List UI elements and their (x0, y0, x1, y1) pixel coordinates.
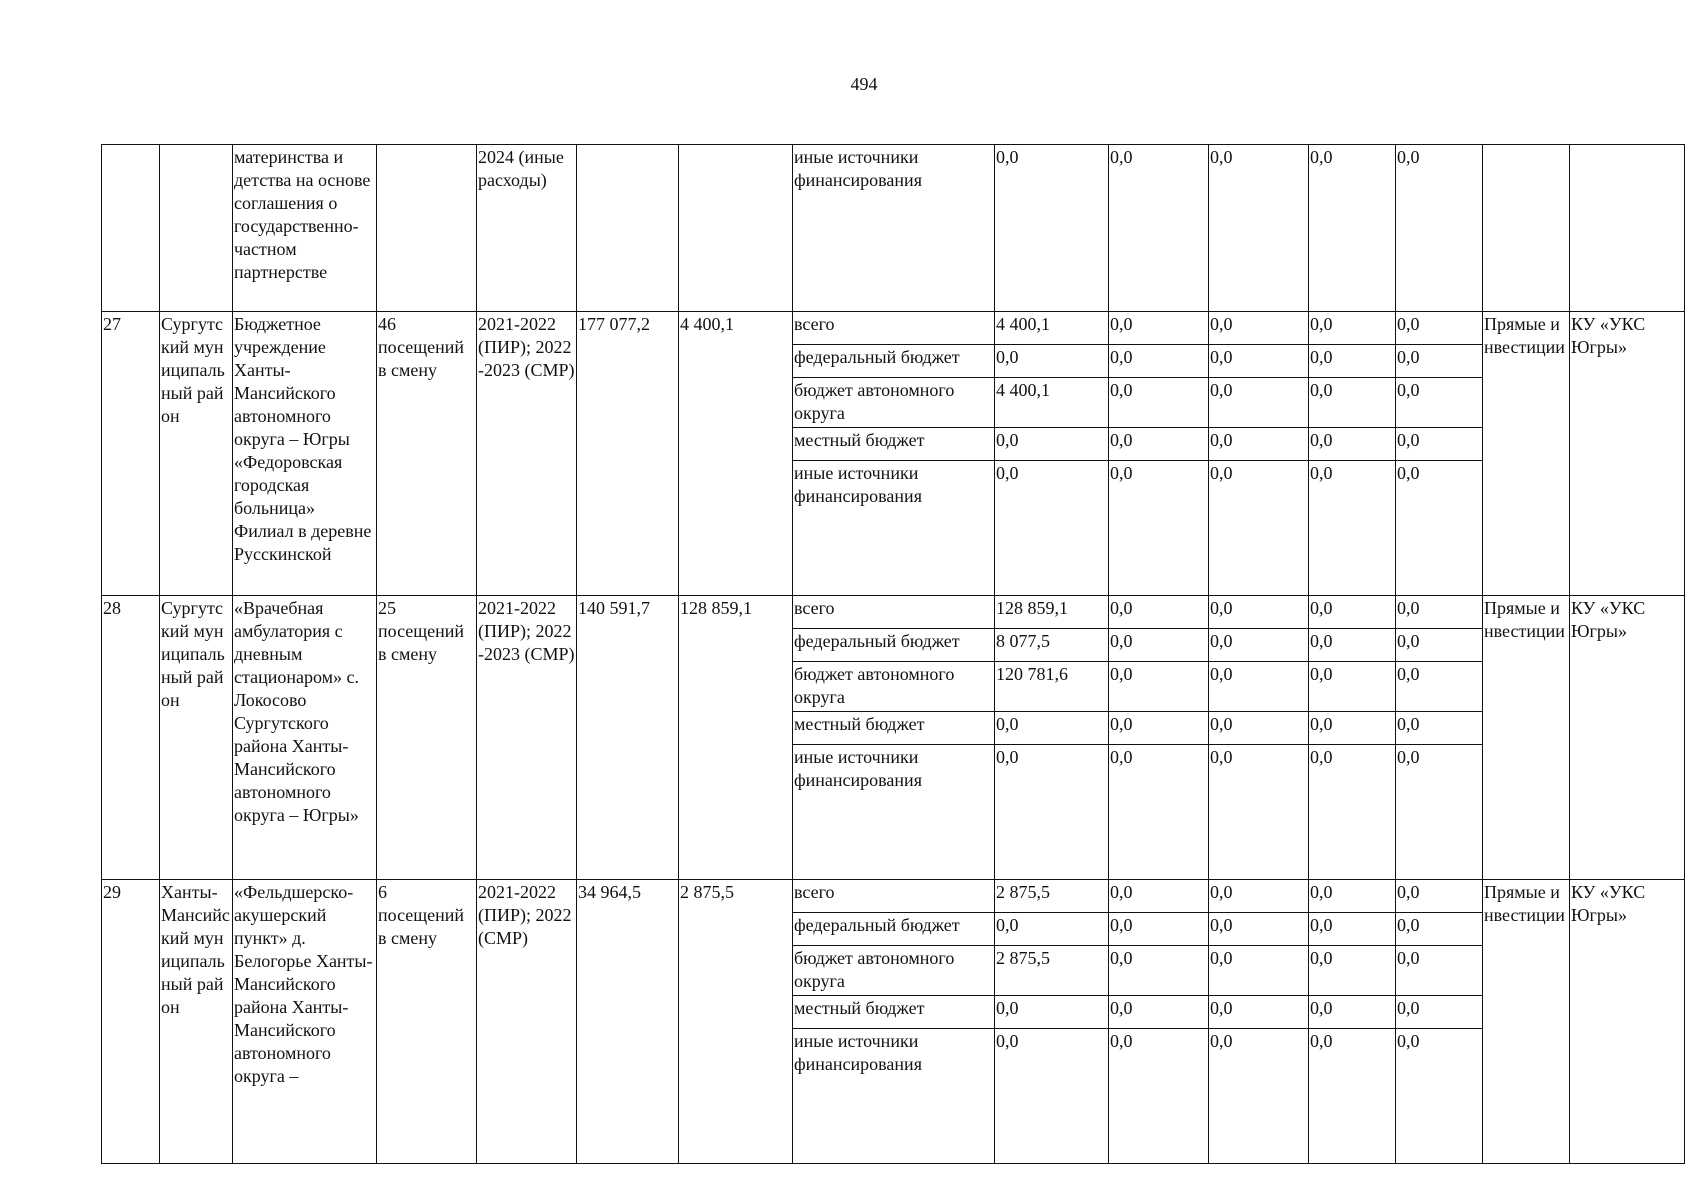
cell-value: 0,0 (1396, 662, 1483, 712)
cell-customer: КУ «УКС Югры» (1570, 596, 1685, 880)
cell-value: 0,0 (995, 745, 1109, 880)
cell-value: 0,0 (1309, 745, 1396, 880)
cell-value: 0,0 (1396, 745, 1483, 880)
cell-value: 0,0 (1109, 880, 1209, 913)
object-row (102, 596, 1685, 629)
cell-remaining (679, 145, 793, 312)
cell-value: 0,0 (1396, 712, 1483, 745)
cell-value: 120 781,6 (995, 662, 1109, 712)
cell-value: 0,0 (1209, 312, 1309, 345)
cell-period: 2021-2022 (ПИР); 2022-2023 (СМР) (477, 312, 577, 596)
cell-source: иные источники финансирования (793, 461, 995, 596)
cell-value: 4 400,1 (995, 312, 1109, 345)
cell-customer (1570, 145, 1685, 312)
cell-source: местный бюджет (793, 712, 995, 745)
cell-value: 0,0 (995, 345, 1109, 378)
cell-value: 0,0 (1396, 996, 1483, 1029)
cell-capacity: 46 посещений в смену (377, 312, 477, 596)
cell-period: 2024 (иные расходы) (477, 145, 577, 312)
cell-value: 0,0 (1309, 880, 1396, 913)
cell-object-name: «Врачебная амбулатория с дневным стационаром» с. Локосово Сургутского района Ханты-Мансийского автономного округа – Югры» (233, 596, 377, 880)
cell-capacity: 25 посещений в смену (377, 596, 477, 880)
cell-value: 0,0 (1396, 378, 1483, 428)
cell-value: 0,0 (1396, 880, 1483, 913)
cell-value: 0,0 (1109, 946, 1209, 996)
cell-value: 0,0 (1209, 745, 1309, 880)
cell-num: 27 (102, 312, 160, 596)
cell-value: 0,0 (1396, 345, 1483, 378)
cell-value: 0,0 (1109, 312, 1209, 345)
cell-value: 0,0 (1396, 596, 1483, 629)
cell-value: 0,0 (1209, 996, 1309, 1029)
cell-value: 0,0 (1309, 596, 1396, 629)
cell-period: 2021-2022 (ПИР); 2022-2023 (СМР) (477, 596, 577, 880)
cell-value: 0,0 (1109, 996, 1209, 1029)
cell-value: 0,0 (1109, 629, 1209, 662)
cell-value: 0,0 (1209, 712, 1309, 745)
cell-value: 0,0 (1109, 662, 1209, 712)
cell-value: 0,0 (995, 996, 1109, 1029)
continuation-row (102, 145, 1685, 312)
investment-table (101, 144, 1685, 1164)
cell-value: 0,0 (1396, 913, 1483, 946)
cell-municipality (160, 145, 233, 312)
cell-value: 0,0 (1309, 996, 1396, 1029)
cell-value: 0,0 (1109, 378, 1209, 428)
cell-source: федеральный бюджет (793, 345, 995, 378)
cell-object-name: материнства и детства на основе соглашения о государственно-частном партнерстве (233, 145, 377, 312)
cell-municipality: Ханты-Мансийский муниципальный район (160, 880, 233, 1164)
cell-value: 0,0 (1309, 629, 1396, 662)
cell-value: 0,0 (1396, 428, 1483, 461)
cell-value: 0,0 (995, 145, 1109, 312)
cell-cost: 177 077,2 (577, 312, 679, 596)
cell-value: 0,0 (1396, 1029, 1483, 1164)
cell-mechanism: Прямые инвестиции (1483, 880, 1570, 1164)
cell-value: 0,0 (1396, 145, 1483, 312)
cell-value: 0,0 (1309, 662, 1396, 712)
cell-value: 0,0 (1209, 1029, 1309, 1164)
cell-value: 0,0 (1309, 145, 1396, 312)
cell-source: иные источники финансирования (793, 745, 995, 880)
cell-mechanism: Прямые инвестиции (1483, 312, 1570, 596)
cell-remaining: 4 400,1 (679, 312, 793, 596)
cell-source: иные источники финансирования (793, 145, 995, 312)
cell-source: бюджет автономного округа (793, 378, 995, 428)
cell-value: 0,0 (1309, 461, 1396, 596)
cell-customer: КУ «УКС Югры» (1570, 312, 1685, 596)
cell-value: 0,0 (995, 913, 1109, 946)
cell-mechanism: Прямые инвестиции (1483, 596, 1570, 880)
cell-value: 0,0 (1109, 461, 1209, 596)
cell-mechanism (1483, 145, 1570, 312)
cell-value: 0,0 (1109, 913, 1209, 946)
cell-source: всего (793, 596, 995, 629)
cell-source: федеральный бюджет (793, 913, 995, 946)
cell-value: 0,0 (1109, 745, 1209, 880)
cell-value: 0,0 (1396, 946, 1483, 996)
cell-value: 0,0 (1209, 880, 1309, 913)
cell-capacity: 6 посещений в смену (377, 880, 477, 1164)
cell-remaining: 2 875,5 (679, 880, 793, 1164)
cell-value: 0,0 (1109, 712, 1209, 745)
cell-value: 0,0 (1309, 378, 1396, 428)
page-number: 494 (850, 74, 878, 94)
cell-value: 0,0 (1209, 662, 1309, 712)
cell-value: 0,0 (1309, 913, 1396, 946)
cell-value: 0,0 (1209, 596, 1309, 629)
cell-cost: 34 964,5 (577, 880, 679, 1164)
cell-value: 0,0 (1109, 596, 1209, 629)
cell-cost: 140 591,7 (577, 596, 679, 880)
cell-source: федеральный бюджет (793, 629, 995, 662)
cell-value: 0,0 (1109, 145, 1209, 312)
cell-municipality: Сургутский муниципальный район (160, 312, 233, 596)
cell-value: 0,0 (1209, 913, 1309, 946)
cell-value: 0,0 (1109, 428, 1209, 461)
cell-value: 0,0 (1396, 312, 1483, 345)
cell-value: 0,0 (1309, 712, 1396, 745)
cell-value: 4 400,1 (995, 378, 1109, 428)
cell-value: 0,0 (1309, 312, 1396, 345)
cell-value: 0,0 (1309, 345, 1396, 378)
cell-municipality: Сургутский муниципальный район (160, 596, 233, 880)
cell-capacity (377, 145, 477, 312)
cell-source: местный бюджет (793, 428, 995, 461)
object-row (102, 880, 1685, 913)
cell-value: 0,0 (1396, 629, 1483, 662)
cell-num: 29 (102, 880, 160, 1164)
cell-value: 128 859,1 (995, 596, 1109, 629)
cell-period: 2021-2022 (ПИР); 2022 (СМР) (477, 880, 577, 1164)
cell-source: иные источники финансирования (793, 1029, 995, 1164)
cell-value: 0,0 (1109, 1029, 1209, 1164)
cell-source: бюджет автономного округа (793, 662, 995, 712)
cell-cost (577, 145, 679, 312)
cell-object-name: Бюджетное учреждение Ханты-Мансийского автономного округа – Югры «Федоровская городская больница» Филиал в деревне Русскинской (233, 312, 377, 596)
cell-value: 2 875,5 (995, 880, 1109, 913)
cell-value: 0,0 (1209, 345, 1309, 378)
cell-source: всего (793, 880, 995, 913)
cell-value: 8 077,5 (995, 629, 1109, 662)
cell-remaining: 128 859,1 (679, 596, 793, 880)
cell-value: 0,0 (1109, 345, 1209, 378)
cell-value: 0,0 (1209, 428, 1309, 461)
cell-value: 0,0 (995, 1029, 1109, 1164)
cell-value: 0,0 (1209, 629, 1309, 662)
object-row (102, 312, 1685, 345)
cell-value: 0,0 (995, 461, 1109, 596)
cell-value: 0,0 (1309, 946, 1396, 996)
cell-value: 0,0 (1209, 145, 1309, 312)
cell-value: 0,0 (995, 428, 1109, 461)
cell-value: 0,0 (1209, 461, 1309, 596)
cell-value: 0,0 (1209, 378, 1309, 428)
cell-customer: КУ «УКС Югры» (1570, 880, 1685, 1164)
cell-value: 0,0 (1309, 1029, 1396, 1164)
cell-num (102, 145, 160, 312)
cell-value: 0,0 (1209, 946, 1309, 996)
cell-object-name: «Фельдшерско-акушерский пункт» д. Белогорье Ханты-Мансийского района Ханты-Мансийского автономного округа – (233, 880, 377, 1164)
cell-value: 0,0 (1309, 428, 1396, 461)
cell-value: 0,0 (995, 712, 1109, 745)
cell-source: всего (793, 312, 995, 345)
cell-value: 2 875,5 (995, 946, 1109, 996)
cell-source: бюджет автономного округа (793, 946, 995, 996)
cell-source: местный бюджет (793, 996, 995, 1029)
cell-value: 0,0 (1396, 461, 1483, 596)
cell-num: 28 (102, 596, 160, 880)
